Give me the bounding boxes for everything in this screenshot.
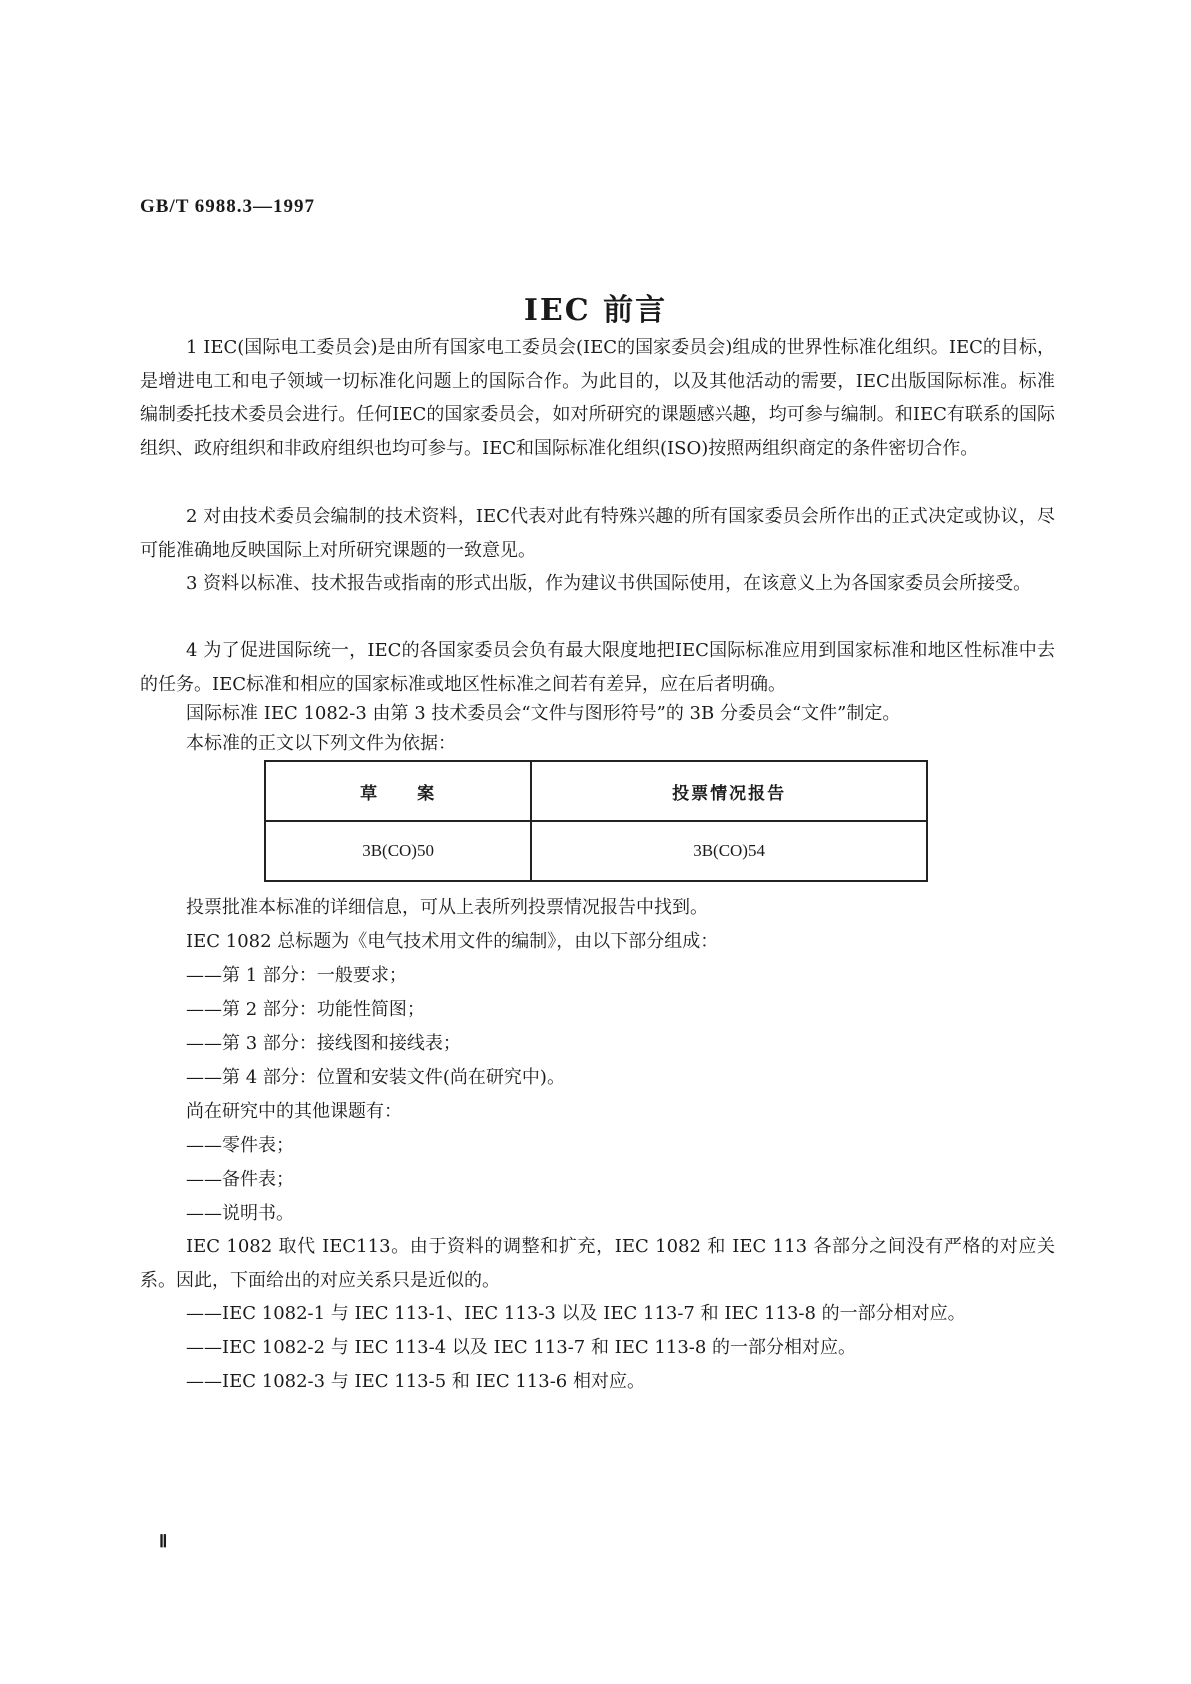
prepared-by-line: 国际标准 IEC 1082-3 由第 3 技术委员会“文件与图形符号”的 3B 分委员会“文件”制定。 [186, 703, 901, 724]
table-cell-vote-report: 3B(CO)54 [531, 821, 927, 881]
list-item-part-3: ——第 3 部分：接线图和接线表； [186, 1033, 461, 1054]
list-item-correspondence-3: ——IEC 1082-3 与 IEC 113-5 和 IEC 113-6 相对应。 [186, 1371, 645, 1392]
replace-paragraph: IEC 1082 取代 IEC113。由于资料的调整和扩充，IEC 1082 和 IEC 113 各部分之间没有严格的对应关系。因此，下面给出的对应关系只是近似的。 [140, 1236, 1055, 1291]
basis-line: 本标准的正文以下列文件为依据： [186, 733, 456, 754]
vote-info-line: 投票批准本标准的详细信息，可从上表所列投票情况报告中找到。 [186, 897, 708, 918]
list-item-topic-2: ——备件表； [186, 1169, 294, 1190]
other-topics-intro-line: 尚在研究中的其他课题有： [186, 1101, 402, 1122]
standard-code: GB/T 6988.3—1997 [140, 196, 316, 217]
paragraph-2: 2 对由技术委员会编制的技术资料，IEC代表对此有特殊兴趣的所有国家委员会所作出的正式决定或协议，尽可能准确地反映国际上对所研究课题的一致意见。 [140, 506, 1055, 561]
page-title: IEC 前言 [523, 293, 668, 328]
parts-intro-line: IEC 1082 总标题为《电气技术用文件的编制》，由以下部分组成： [186, 931, 719, 952]
table-cell-draft: 3B(CO)50 [265, 821, 531, 881]
list-item-topic-3: ——说明书。 [186, 1203, 294, 1224]
list-item-part-4: ——第 4 部分：位置和安装文件(尚在研究中)。 [186, 1067, 565, 1088]
list-item-correspondence-2: ——IEC 1082-2 与 IEC 113-4 以及 IEC 113-7 和 IEC 113-8 的一部分相对应。 [186, 1337, 857, 1358]
list-item-topic-1: ——零件表； [186, 1135, 294, 1156]
paragraph-1: 1 IEC(国际电工委员会)是由所有国家电工委员会(IEC的国家委员会)组成的世界性标准化组织。IEC的目标，是增进电工和电子领域一切标准化问题上的国际合作。为此目的，以及其他活动的需要，IEC出版国际标准。标准编制委托技术委员会进行。任何IEC的国家委员会，如对所研究的课题感兴趣，均可参与编制。和IEC有联系的国际组织、政府组织和非政府组织也均可参与。IEC和国际标准化组织(ISO)按照两组织商定的条件密切合作。 [140, 337, 1055, 459]
table-header-vote-report: 投票情况报告 [531, 761, 927, 821]
list-item-part-1: ——第 1 部分：一般要求； [186, 965, 407, 986]
list-item-part-2: ——第 2 部分：功能性简图； [186, 999, 425, 1020]
page-number: Ⅱ [159, 1532, 168, 1551]
basis-table [264, 760, 928, 882]
table-row [265, 821, 927, 881]
table-header-draft: 草 案 [265, 761, 531, 821]
paragraph-3: 3 资料以标准、技术报告或指南的形式出版，作为建议书供国际使用，在该意义上为各国家委员会所接受。 [186, 573, 1032, 594]
paragraph-4: 4 为了促进国际统一，IEC的各国家委员会负有最大限度地把IEC国际标准应用到国家标准和地区性标准中去的任务。IEC标准和相应的国家标准或地区性标准之间若有差异，应在后者明确。 [140, 640, 1055, 695]
table-header-row [265, 761, 927, 821]
list-item-correspondence-1: ——IEC 1082-1 与 IEC 113-1、IEC 113-3 以及 IEC 113-7 和 IEC 113-8 的一部分相对应。 [186, 1303, 966, 1324]
